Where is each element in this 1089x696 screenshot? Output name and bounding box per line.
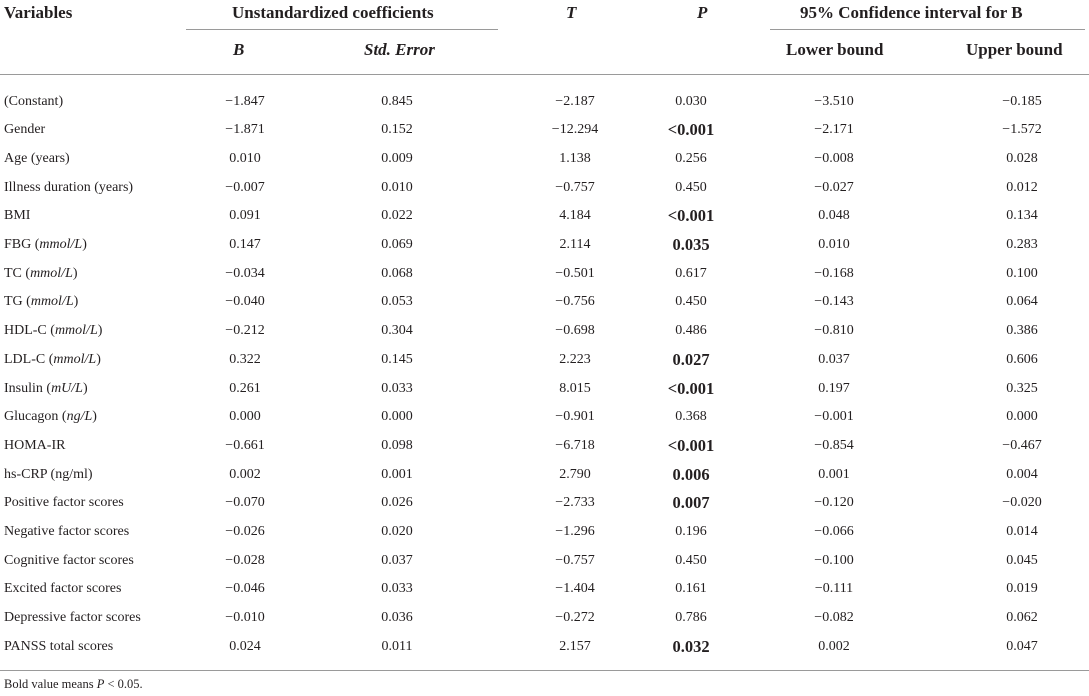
cell-std-error: 0.145: [381, 351, 413, 367]
cell-upper-bound: −0.467: [1002, 437, 1042, 453]
cell-variable: [4, 575, 121, 604]
table-row: [0, 145, 1089, 174]
header-bottom-rule: [0, 74, 1089, 75]
cell-variable: LDL-C (mmol/L): [4, 351, 101, 367]
cell-upper-bound: 0.019: [1006, 581, 1038, 597]
variable-name: Glucagon (: [4, 409, 67, 425]
table-row: [0, 432, 1089, 461]
cell-variable: [4, 145, 70, 174]
cell-upper-bound: 0.014: [1006, 524, 1038, 539]
variable-name: Depressive factor scores: [4, 610, 141, 626]
cell-p: 0.027: [672, 349, 710, 369]
cell-std-error: 0.037: [381, 552, 413, 568]
variable-name: Gender: [4, 122, 46, 138]
table-row: [0, 346, 1089, 375]
cell-lower-bound: 0.010: [818, 237, 850, 252]
table-row: [0, 633, 1089, 662]
variable-unit: ng/L: [66, 409, 93, 425]
cell-upper-bound: −1.572: [1002, 122, 1042, 138]
table-row: [0, 518, 1089, 547]
footnote-symbol: P: [96, 677, 105, 691]
cell-std-error: 0.036: [381, 610, 413, 626]
table-row: [0, 489, 1089, 518]
table-row: [0, 174, 1089, 203]
header-t: T: [566, 3, 577, 22]
cell-p: <0.001: [667, 378, 715, 398]
cell-std-error: 0.069: [381, 237, 413, 252]
cell-lower-bound: 0.048: [818, 208, 850, 224]
cell-std-error: 0.022: [381, 208, 413, 224]
table-row: [0, 461, 1089, 490]
cell-variable: FBG (mmol/L): [4, 237, 87, 252]
table-row: [0, 375, 1089, 404]
cell-lower-bound: 0.001: [818, 466, 850, 482]
cell-variable: [4, 88, 63, 117]
cell-t: −0.756: [555, 294, 595, 310]
cell-lower-bound: 0.197: [818, 380, 850, 396]
cell-lower-bound: −3.510: [814, 93, 854, 109]
cell-std-error: 0.033: [381, 581, 413, 597]
cell-t: −6.718: [555, 437, 595, 453]
cell-t: 2.223: [559, 351, 591, 367]
variable-name: Insulin (: [4, 380, 52, 396]
cell-p: 0.030: [675, 93, 707, 109]
cell-variable: [4, 461, 93, 490]
header-upper-bound: Upper bound: [966, 40, 1063, 59]
cell-b: −0.070: [225, 495, 265, 511]
table-row: [0, 604, 1089, 633]
cell-b: 0.261: [229, 380, 261, 396]
header-std-error: Std. Error: [364, 40, 435, 59]
cell-upper-bound: 0.000: [1006, 409, 1038, 425]
cell-b: −0.028: [225, 552, 265, 568]
cell-b: 0.091: [229, 208, 261, 224]
cell-t: 1.138: [559, 150, 591, 166]
variable-name: Illness duration (years): [4, 179, 134, 195]
cell-variable: [4, 518, 129, 547]
cell-b: −0.007: [225, 179, 265, 195]
cell-upper-bound: 0.028: [1006, 150, 1038, 166]
cell-b: −0.026: [225, 524, 265, 539]
cell-lower-bound: −0.082: [814, 610, 854, 626]
table-bottom-rule: [0, 670, 1089, 671]
cell-std-error: 0.033: [381, 380, 413, 396]
cell-variable: [4, 633, 113, 662]
cell-b: −0.034: [225, 265, 265, 281]
cell-b: 0.024: [229, 638, 261, 654]
cell-variable: [4, 489, 124, 518]
cell-variable: TG (mmol/L): [4, 294, 79, 310]
cell-p: 0.035: [672, 235, 710, 254]
cell-p: 0.007: [672, 493, 710, 513]
cell-variable: [4, 432, 65, 461]
cell-lower-bound: −0.100: [814, 552, 854, 568]
variable-name: HOMA-IR: [4, 437, 66, 453]
cell-upper-bound: −0.020: [1002, 495, 1042, 511]
variable-name: TG (: [4, 294, 31, 310]
cell-std-error: 0.001: [381, 466, 413, 482]
variable-name: Excited factor scores: [4, 581, 122, 597]
variable-name: (Constant): [4, 93, 64, 109]
cell-variable: [4, 604, 141, 633]
variable-name: Age (years): [4, 150, 70, 166]
variable-name: Positive factor scores: [4, 495, 124, 511]
header-p: P: [697, 3, 708, 22]
table-row: [0, 231, 1089, 260]
variable-unit: mmol/L: [53, 351, 97, 367]
cell-std-error: 0.304: [381, 323, 413, 339]
cell-t: −0.757: [555, 179, 595, 195]
cell-std-error: 0.020: [381, 524, 413, 539]
cell-variable: TC (mmol/L): [4, 265, 78, 281]
cell-t: 2.157: [559, 638, 591, 654]
cell-t: 2.790: [559, 466, 591, 482]
table-row: [0, 202, 1089, 231]
cell-std-error: 0.152: [381, 122, 413, 138]
cell-lower-bound: −0.001: [814, 409, 854, 425]
variable-name: BMI: [4, 208, 31, 224]
table-row: [0, 288, 1089, 317]
cell-lower-bound: −0.066: [814, 524, 854, 539]
cell-p: 0.786: [675, 610, 707, 626]
cell-p: 0.161: [675, 581, 707, 597]
cell-std-error: 0.053: [381, 294, 413, 310]
footnote-prefix: Bold value means: [4, 677, 97, 691]
cell-std-error: 0.011: [381, 638, 413, 654]
cell-lower-bound: −0.111: [814, 581, 854, 597]
variable-name: FBG (: [4, 237, 40, 252]
variable-name: LDL-C (: [4, 351, 54, 367]
cell-upper-bound: 0.045: [1006, 552, 1038, 568]
cell-b: −0.212: [225, 323, 265, 339]
cell-t: −0.757: [555, 552, 595, 568]
cell-p: 0.256: [675, 150, 707, 166]
cell-p: 0.450: [675, 294, 707, 310]
variable-name: Negative factor scores: [4, 524, 130, 539]
cell-b: −0.046: [225, 581, 265, 597]
cell-lower-bound: −2.171: [814, 122, 854, 138]
variable-unit: mmol/L: [54, 323, 98, 339]
cell-t: −0.698: [555, 323, 595, 339]
table-row: [0, 317, 1089, 346]
cell-p: <0.001: [667, 435, 715, 455]
table-row: [0, 547, 1089, 576]
header-confidence-interval: 95% Confidence interval for B: [800, 3, 1023, 22]
cell-t: 4.184: [559, 208, 591, 224]
cell-t: 2.114: [559, 237, 591, 252]
header-rule-ci: [770, 29, 1085, 30]
cell-p: 0.450: [675, 179, 707, 195]
cell-std-error: 0.026: [381, 495, 413, 511]
cell-lower-bound: −0.810: [814, 323, 854, 339]
cell-t: −0.272: [555, 610, 595, 626]
cell-variable: Insulin (mU/L): [4, 380, 88, 396]
cell-t: −0.901: [555, 409, 595, 425]
variable-unit: mmol/L: [30, 294, 74, 310]
cell-b: −1.847: [225, 93, 265, 109]
table-row: [0, 88, 1089, 117]
cell-b: −0.661: [225, 437, 265, 453]
cell-variable: [4, 116, 45, 145]
cell-b: 0.010: [229, 150, 261, 166]
cell-lower-bound: −0.168: [814, 265, 854, 281]
cell-lower-bound: −0.143: [814, 294, 854, 310]
cell-b: 0.000: [229, 409, 261, 425]
cell-b: 0.147: [229, 237, 261, 252]
cell-t: −2.733: [555, 495, 595, 511]
cell-lower-bound: 0.002: [818, 638, 850, 654]
variable-name: hs-CRP (ng/ml): [4, 466, 93, 482]
cell-upper-bound: 0.606: [1006, 351, 1038, 367]
cell-b: 0.002: [229, 466, 261, 482]
cell-p: 0.368: [675, 409, 707, 425]
cell-lower-bound: 0.037: [818, 351, 850, 367]
cell-b: −1.871: [225, 122, 265, 138]
cell-p: 0.450: [675, 552, 707, 568]
header-unstandardized-coefficients: Unstandardized coefficients: [232, 3, 434, 22]
cell-lower-bound: −0.854: [814, 437, 854, 453]
cell-std-error: 0.098: [381, 437, 413, 453]
variable-unit: mmol/L: [39, 237, 83, 252]
cell-variable: Glucagon (ng/L): [4, 409, 97, 425]
table-row: [0, 403, 1089, 432]
variable-name: TC (: [4, 265, 31, 281]
variable-unit: mmol/L: [30, 265, 73, 281]
cell-t: 8.015: [559, 380, 591, 396]
cell-t: −0.501: [555, 265, 595, 281]
cell-upper-bound: 0.062: [1006, 610, 1038, 626]
cell-p: 0.486: [675, 323, 707, 339]
footnote: [4, 677, 143, 692]
cell-upper-bound: 0.134: [1006, 208, 1038, 224]
cell-upper-bound: −0.185: [1002, 93, 1042, 109]
cell-b: 0.322: [229, 351, 261, 367]
cell-variable: [4, 202, 30, 231]
cell-p: 0.032: [672, 636, 710, 656]
cell-t: −1.404: [555, 581, 595, 597]
cell-upper-bound: 0.004: [1006, 466, 1038, 482]
cell-t: −12.294: [551, 122, 599, 138]
variable-name: PANSS total scores: [4, 638, 114, 654]
cell-upper-bound: 0.100: [1006, 265, 1038, 281]
header-lower-bound: Lower bound: [786, 40, 884, 59]
cell-lower-bound: −0.120: [814, 495, 854, 511]
cell-upper-bound: 0.283: [1006, 237, 1038, 252]
header-variables: Variables: [4, 3, 73, 22]
cell-lower-bound: −0.008: [814, 150, 854, 166]
cell-upper-bound: 0.325: [1006, 380, 1038, 396]
cell-b: −0.010: [225, 610, 265, 626]
cell-variable: HDL-C (mmol/L): [4, 323, 103, 339]
cell-p: <0.001: [667, 120, 715, 140]
cell-variable: [4, 174, 133, 203]
cell-std-error: 0.010: [381, 179, 413, 195]
cell-upper-bound: 0.012: [1006, 179, 1038, 195]
header-b: B: [233, 40, 245, 59]
header-rule-coefficients: [186, 29, 498, 30]
cell-variable: [4, 547, 134, 576]
variable-name: Cognitive factor scores: [4, 552, 134, 568]
cell-std-error: 0.845: [381, 93, 413, 109]
footnote-suffix: < 0.05.: [104, 677, 143, 691]
cell-t: −1.296: [555, 524, 595, 539]
cell-std-error: 0.068: [381, 265, 413, 281]
table-row: [0, 116, 1089, 145]
cell-p: 0.617: [675, 265, 707, 281]
cell-std-error: 0.000: [381, 409, 413, 425]
cell-p: 0.006: [672, 464, 710, 484]
cell-b: −0.040: [225, 294, 265, 310]
cell-t: −2.187: [555, 93, 595, 109]
cell-std-error: 0.009: [381, 150, 413, 166]
variable-unit: mU/L: [51, 380, 83, 396]
cell-p: <0.001: [667, 206, 715, 226]
cell-upper-bound: 0.047: [1006, 638, 1038, 654]
cell-upper-bound: 0.064: [1006, 294, 1038, 310]
cell-upper-bound: 0.386: [1006, 323, 1038, 339]
table-row: [0, 575, 1089, 604]
table-row: [0, 260, 1089, 289]
cell-p: 0.196: [675, 524, 707, 539]
cell-lower-bound: −0.027: [814, 179, 854, 195]
variable-name: HDL-C (: [4, 323, 55, 339]
